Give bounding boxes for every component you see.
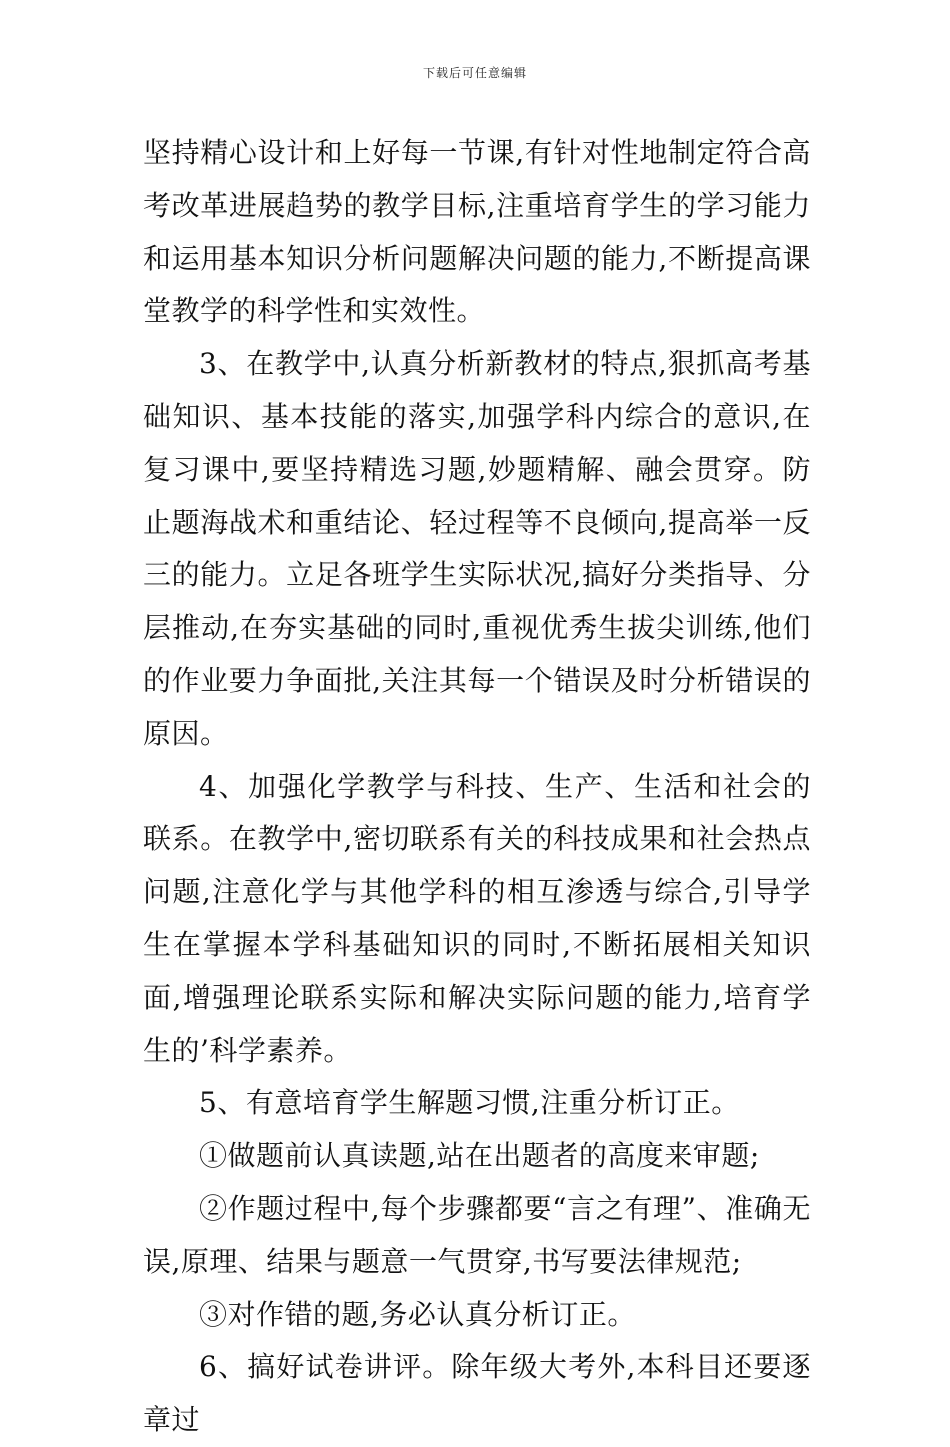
paragraph-subitem-2: ②作题过程中,每个步骤都要“言之有理”、准确无误,原理、结果与题意一气贯穿,书写要法律规范; (143, 1191, 811, 1278)
header-note: 下载后可任意编辑 (422, 66, 527, 80)
paragraph-subitem-1: ①做题前认真读题,站在出题者的高度来审题; (199, 1139, 760, 1173)
paragraph-continuation: 坚持精心设计和上好每一节课,有针对性地制定符合高考改革进展趋势的教学目标,注重培育学生的学习能力和运用基本知识分析问题解决问题的能力,不断提高课堂教学的科学性和实效性。 (143, 136, 811, 328)
paragraph-item-4: 4、加强化学教学与科技、生产、生活和社会的联系。在教学中,密切联系有关的科技成果和社会热点问题,注意化学与其他学科的相互渗透与综合,引导学生在掌握本学科基础知识的同时,不断拓展相关知识面,增强理论联系实际和解决实际问题的能力,培育学生的’科学素养。 (143, 769, 811, 1067)
paragraph-item-6: 6、搞好试卷讲评。除年级大考外,本科目还要逐章过 (143, 1350, 811, 1437)
document-body (143, 127, 811, 1447)
paragraph-subitem-3: ③对作错的题,务必认真分析订正。 (199, 1297, 636, 1331)
paragraph-item-3: 3、在教学中,认真分析新教材的特点,狠抓高考基础知识、基本技能的落实,加强学科内综合的意识,在复习课中,要坚持精选习题,妙题精解、融会贯穿。防止题海战术和重结论、轻过程等不良倾向,提高举一反三的能力。立足各班学生实际状况,搞好分类指导、分层推动,在夯实基础的同时,重视优秀生拔尖训练,他们的作业要力争面批,关注其每一个错误及时分析错误的原因。 (143, 347, 811, 750)
paragraph-item-5: 5、有意培育学生解题习惯,注重分析订正。 (199, 1086, 740, 1120)
